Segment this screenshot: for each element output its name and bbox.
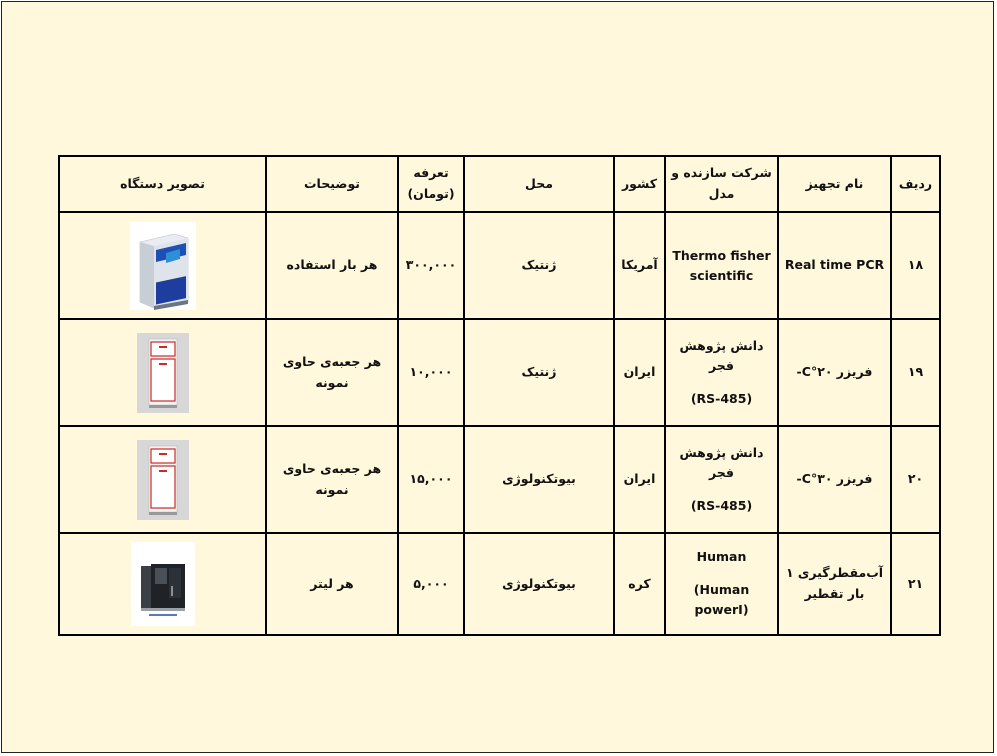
maker-line1: دانش پژوهش [679, 444, 764, 460]
location: بیوتکنولوژی [464, 426, 614, 533]
table-header-row [59, 156, 940, 212]
maker-line1: دانش پژوهش [679, 337, 764, 353]
header-maker [665, 156, 778, 212]
header-notes: توضیحات [266, 156, 398, 212]
header-location: محل [464, 156, 614, 212]
maker-model [665, 426, 778, 533]
price: ۵,۰۰۰ [398, 533, 464, 635]
notes-line2: نمونه [315, 374, 349, 390]
maker-line2: فجر [709, 358, 734, 374]
row-no: ۲۱ [891, 533, 940, 635]
equipment-name-line1: Real time PCR [784, 257, 885, 273]
maker-line1: Thermo fisher [672, 248, 771, 264]
table-row [59, 212, 940, 319]
maker-line2: (Human [693, 581, 750, 597]
location: ژنتیک [464, 319, 614, 426]
maker-line3: powerI) [694, 602, 749, 618]
header-image: تصویر دستگاه [59, 156, 266, 212]
device-image [59, 533, 266, 635]
maker-model [665, 319, 778, 426]
equipment-name: فریزر ۲۰°C- [778, 319, 891, 426]
country: آمریکا [614, 212, 665, 319]
equipment-name [778, 533, 891, 635]
notes [266, 426, 398, 533]
maker-line3: (RS-485) [690, 497, 753, 513]
maker-line2: scientific [689, 267, 754, 283]
price: ۱۵,۰۰۰ [398, 426, 464, 533]
header-maker-line1: شرکت سازنده و [671, 165, 772, 181]
pcr-machine-icon [130, 222, 196, 310]
equipment-name-line2: بار تقطیر [804, 586, 865, 601]
table-row [59, 426, 940, 533]
country: ایران [614, 319, 665, 426]
row-no: ۲۰ [891, 426, 940, 533]
price: ۱۰,۰۰۰ [398, 319, 464, 426]
water-distiller-icon [131, 542, 195, 626]
location: بیوتکنولوژی [464, 533, 614, 635]
header-maker-line2: مدل [708, 186, 735, 201]
header-price-line1: تعرفه [413, 165, 449, 181]
maker-model [665, 533, 778, 635]
country: کره [614, 533, 665, 635]
maker-line3: (RS-485) [690, 390, 753, 406]
header-price [398, 156, 464, 212]
notes [266, 319, 398, 426]
header-row-no: ردیف [891, 156, 940, 212]
maker-model [665, 212, 778, 319]
notes-line1: هر جعبه‌ی حاوی [282, 353, 382, 369]
equipment-name [778, 212, 891, 319]
equipment-name-line1: آب‌مقطرگیری ۱ [785, 565, 884, 581]
notes-line2: نمونه [315, 481, 349, 497]
header-price-line2: (تومان) [407, 186, 455, 201]
header-equipment: نام تجهیز [778, 156, 891, 212]
notes-line1: هر جعبه‌ی حاوی [282, 460, 382, 476]
table-row [59, 533, 940, 635]
row-no: ۱۹ [891, 319, 940, 426]
location: ژنتیک [464, 212, 614, 319]
notes: هر بار استفاده [266, 212, 398, 319]
device-image [59, 319, 266, 426]
country: ایران [614, 426, 665, 533]
device-image [59, 212, 266, 319]
equipment-name: فریزر ۳۰°C- [778, 426, 891, 533]
price: ۳۰۰,۰۰۰ [398, 212, 464, 319]
row-no: ۱۸ [891, 212, 940, 319]
device-image [59, 426, 266, 533]
table-row [59, 319, 940, 426]
maker-line1: Human [696, 549, 747, 565]
freezer-icon [137, 333, 189, 413]
maker-line2: فجر [709, 465, 734, 481]
notes: هر لیتر [266, 533, 398, 635]
equipment-tariff-table [58, 155, 941, 636]
header-country: کشور [614, 156, 665, 212]
freezer-icon [137, 440, 189, 520]
